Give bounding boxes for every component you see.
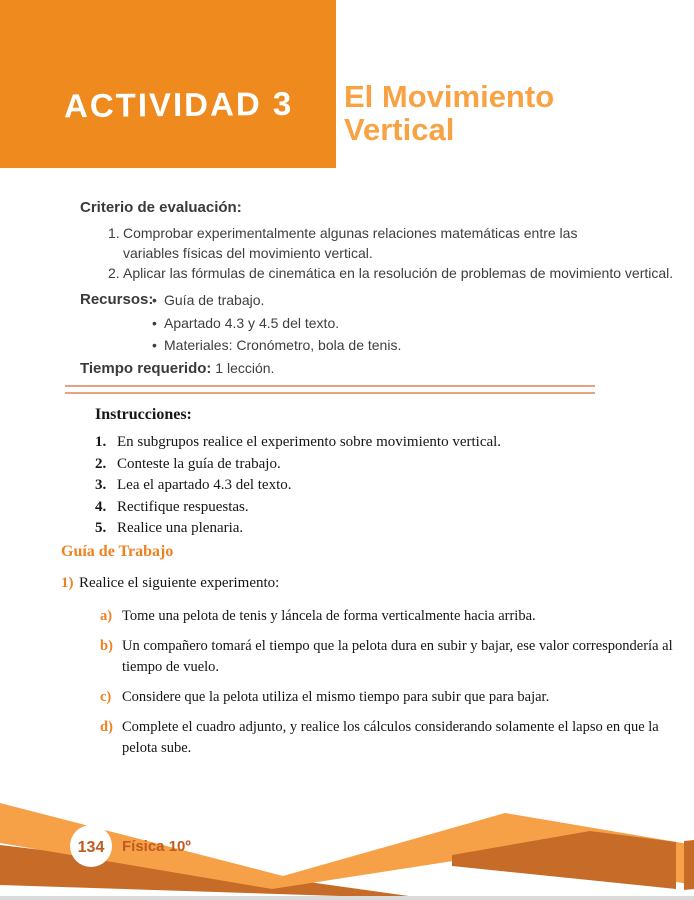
resource-item-text: Apartado 4.3 y 4.5 del texto. [164,314,340,331]
resources-list [152,289,401,357]
criteria-list [108,223,680,283]
criteria-item-number: 1. [108,225,120,241]
page-number: 134 [77,839,105,856]
step-text: Tome una pelota de tenis y láncela de forma verticalmente hacia arriba. [122,608,536,624]
resource-item [152,289,401,312]
bullet-glyph: • [152,314,157,331]
resources-section [80,289,401,357]
footer-ribbon-art [0,780,694,900]
instruction-text: Lea el apartado 4.3 del texto. [117,477,292,493]
instruction-item [95,518,655,540]
instruction-text: En subgrupos realice el experimento sobre movimiento vertical. [117,434,502,450]
step-text: Complete el cuadro adjunto, y realice los cálculos considerando solamente el lapso en que la pelota sube. [122,719,659,756]
activity-header-box [0,0,336,168]
course-label: Física 10º [122,838,191,855]
criteria-item-number: 2. [108,265,120,281]
step-letter: b) [100,638,113,654]
instructions-section [95,406,655,540]
work-guide-step [100,606,681,627]
bullet-glyph: • [152,337,157,353]
instructions-heading: Instrucciones: [95,406,192,423]
work-guide-intro [61,575,681,592]
step-letter: d) [100,719,113,735]
step-text: Considere que la pelota utiliza el mismo tiempo para subir que para bajar. [122,689,550,705]
criteria-item-text: Aplicar las fórmulas de cinemática en la resolución de problemas de movimiento vertical. [123,265,674,281]
instruction-number: 5. [95,520,107,536]
work-guide-step [100,687,681,708]
work-guide-step [100,717,681,759]
criteria-item [108,223,680,263]
step-letter: a) [100,608,113,624]
instruction-text: Conteste la guía de trabajo. [117,455,281,472]
instruction-number: 4. [95,498,107,515]
double-rule-divider [65,385,595,394]
time-value: 1 lección. [215,360,275,376]
bottom-gray-bar [0,896,694,900]
instruction-number: 2. [95,455,107,472]
page-title-line2: Vertical [344,112,455,147]
instruction-item [95,454,655,476]
resources-heading: Recursos: [80,291,154,308]
step-text: Un compañero tomará el tiempo que la pelota dura en subir y bajar, ese valor correspondería al tiempo de vuelo. [122,638,673,675]
work-guide-section [61,543,681,768]
bullet-glyph: • [152,292,157,308]
work-guide-heading: Guía de Trabajo [61,543,174,560]
instruction-number: 1. [95,434,107,450]
criteria-item-text: Comprobar experimentalmente algunas relaciones matemáticas entre las variables físicas del movimiento vertical. [123,225,578,261]
work-guide-step [100,636,681,678]
step-letter: c) [100,689,112,705]
resource-item [152,334,401,357]
work-guide-intro-number: 1) [61,575,74,591]
work-guide-intro-text: Realice el siguiente experimento: [79,575,280,591]
time-heading: Tiempo requerido: [80,360,212,377]
instruction-item [95,432,655,454]
page-title [344,80,554,146]
instruction-item [95,475,655,497]
criteria-item [108,263,680,283]
resource-item-text: Guía de trabajo. [164,292,265,308]
activity-number-label: ACTIVIDAD 3 [63,84,294,125]
required-time-section [80,360,274,377]
ribbon-dark-right-sliver [684,840,694,890]
page-title-line1: El Movimiento [344,79,555,114]
instruction-text: Rectifique respuestas. [117,498,249,515]
evaluation-criteria-section [80,199,680,283]
resource-item-text: Materiales: Cronómetro, bola de tenis. [164,337,402,353]
instruction-text: Realice una plenaria. [117,520,244,536]
instruction-item [95,497,655,519]
criteria-heading: Criterio de evaluación: [80,199,242,216]
work-guide-steps [100,606,681,759]
instruction-number: 3. [95,477,107,493]
resource-item [152,312,401,335]
